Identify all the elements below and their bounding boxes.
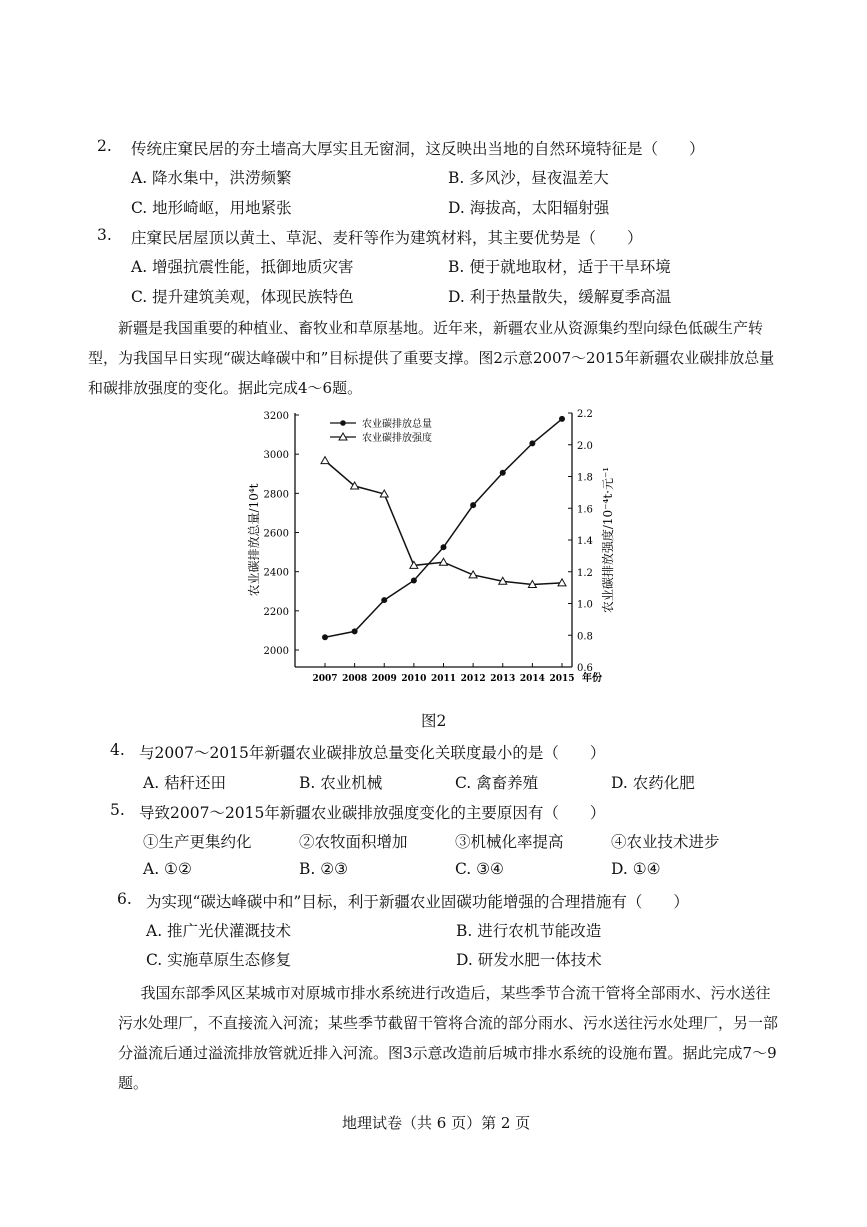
right-tick-label: 1.2 (577, 567, 593, 579)
y-right-axis-label: 农业碳排放强度/10⁻⁴t·元⁻¹ (601, 466, 615, 614)
figure-2-chart (240, 405, 620, 695)
q5-item-2: ②农牧面积增加 (299, 833, 408, 851)
y-left-axis-label: 农业碳排放总量/10⁴t (247, 483, 261, 597)
right-tick-label: 1.4 (577, 536, 593, 547)
legend-total-label: 农业碳排放总量 (362, 419, 432, 430)
q3-option-d: D. 利于热量散失，缓解夏季高温 (448, 288, 672, 306)
passage-xinjiang: 新疆是我国重要的种植业、畜牧业和草原基地。近年来，新疆农业从资源集约型向绿色低碳生产转型，为我国早日实现“碳达峰碳中和”目标提供了重要支撑。图2示意2007～2015年新疆农业碳排放总量和碳排放强度的变化。据此完成4～6题。 (88, 319, 775, 397)
left-tick-label: 2800 (263, 489, 289, 501)
series-intensity-line (325, 461, 562, 585)
q3-option-b: B. 便于就地取材，适于干旱环境 (448, 258, 671, 276)
q6-option-b: B. 进行农机节能改造 (456, 922, 602, 940)
left-tick-label: 3200 (263, 411, 289, 422)
series-total-line (325, 419, 562, 637)
series-total-point (381, 597, 387, 603)
left-tick-label: 2400 (263, 567, 289, 579)
left-tick-label: 3000 (263, 450, 289, 462)
right-tick-label: 0.8 (577, 631, 593, 643)
q6-option-a: A. 推广光伏灌溉技术 (146, 922, 292, 940)
q4-option-a: A. 秸秆还田 (143, 774, 227, 792)
q2-option-a: A. 降水集中，洪涝频繁 (131, 169, 292, 187)
q4-option-b: B. 农业机械 (299, 774, 383, 792)
x-tick-label: 2007 (312, 674, 338, 684)
left-tick-label: 2200 (263, 606, 289, 618)
q6-option-c: C. 实施草原生态修复 (146, 951, 292, 969)
q4-option-d: D. 农药化肥 (611, 774, 695, 792)
series-total-point (559, 416, 565, 422)
q2-number: 2. (97, 137, 112, 155)
q3-stem: 庄窠民居屋顶以黄土、草泥、麦秆等作为建筑材料，其主要优势是（ ） (131, 229, 643, 247)
q6-stem: 为实现“碳达峰碳中和”目标，利于新疆农业固碳功能增强的合理措施有（ ） (146, 893, 689, 911)
right-tick-label: 1.8 (577, 472, 593, 484)
q5-item-1: ①生产更集约化 (143, 833, 252, 851)
right-tick-label: 1.6 (577, 504, 593, 516)
q4-number: 4. (110, 741, 125, 759)
q4-stem: 与2007～2015年新疆农业碳排放总量变化关联度最小的是（ ） (139, 744, 606, 762)
q5-option-c: C. ③④ (455, 860, 504, 878)
series-total-point (411, 577, 417, 583)
left-tick-label: 2000 (263, 646, 289, 657)
passage-drainage: 我国东部季风区某城市对原城市排水系统进行改造后，某些季节合流干管将全部雨水、污水送往污水处理厂，不直接流入河流；某些季节截留干管将合流的部分雨水、污水送往污水处理厂，另一部分溢流后通过溢流排放管就近排入河流。图3示意改造前后城市排水系统的设施布置。据此完成7～9题。 (118, 984, 779, 1092)
q2-stem: 传统庄窠民居的夯土墙高大厚实且无窗洞，这反映出当地的自然环境特征是（ ） (131, 140, 705, 158)
legend-total-marker (340, 420, 346, 426)
x-tick-label: 2008 (342, 674, 368, 684)
x-tick-label: 2014 (519, 674, 545, 684)
q5-number: 5. (110, 801, 125, 819)
series-total-point (500, 470, 506, 476)
q3-option-c: C. 提升建筑美观，体现民族特色 (131, 288, 354, 306)
x-axis-label: 年份 (582, 673, 602, 684)
x-tick-label: 2012 (460, 674, 486, 684)
series-intensity-point (321, 457, 329, 464)
q2-option-b: B. 多风沙，昼夜温差大 (448, 169, 609, 187)
q3-number: 3. (97, 226, 112, 244)
page-footer: 地理试卷（共 6 页）第 2 页 (342, 1114, 531, 1132)
q5-option-a: A. ①② (143, 860, 192, 878)
series-total-point (529, 440, 535, 446)
series-total-point (470, 502, 476, 508)
q5-option-d: D. ①④ (611, 860, 661, 878)
left-tick-label: 2600 (263, 528, 289, 540)
figure-2-caption: 图2 (421, 712, 447, 730)
q5-option-b: B. ②③ (299, 860, 349, 878)
x-tick-label: 2011 (430, 674, 457, 684)
series-total-point (352, 628, 358, 634)
right-tick-label: 1.0 (577, 599, 593, 611)
q6-number: 6. (117, 890, 132, 908)
right-tick-label: 2.0 (577, 440, 593, 452)
q3-option-a: A. 增强抗震性能，抵御地质灾害 (131, 258, 354, 276)
x-tick-label: 2009 (371, 674, 397, 684)
x-tick-label: 2013 (490, 674, 516, 684)
series-intensity-point (440, 558, 448, 565)
q5-stem: 导致2007～2015年新疆农业碳排放强度变化的主要原因有（ ） (139, 804, 606, 822)
right-tick-label: 0.6 (577, 663, 593, 674)
q5-item-3: ③机械化率提高 (455, 833, 564, 851)
q6-option-d: D. 研发水肥一体技术 (456, 951, 602, 969)
q2-option-d: D. 海拔高，太阳辐射强 (448, 199, 610, 217)
q2-option-c: C. 地形崎岖，用地紧张 (131, 199, 292, 217)
q4-option-c: C. 禽畜养殖 (455, 774, 539, 792)
right-tick-label: 2.2 (577, 409, 593, 420)
series-total-point (441, 544, 447, 550)
series-total-point (322, 634, 328, 640)
q5-item-4: ④农业技术进步 (611, 833, 720, 851)
x-tick-label: 2015 (549, 674, 575, 684)
x-tick-label: 2010 (401, 674, 427, 684)
legend-intensity-label: 农业碳排放强度 (362, 433, 432, 444)
